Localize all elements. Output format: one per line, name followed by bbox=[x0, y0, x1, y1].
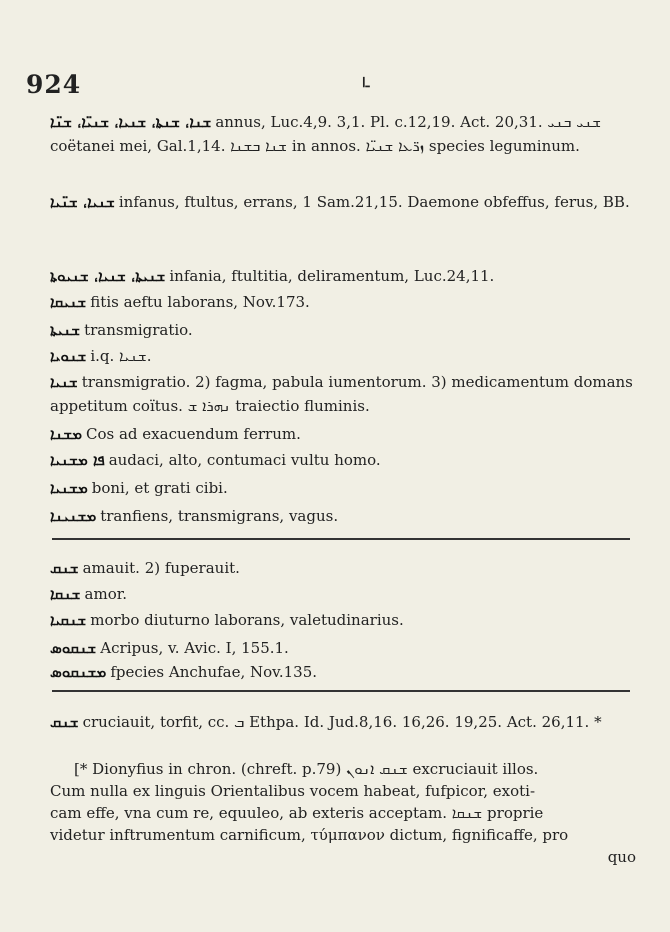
definition-text: transmigratio. bbox=[84, 321, 193, 339]
definition-text: transmigratio. 2) fagma, pabula iumentorum. 3) medicamentum domans appetitum coïtus. ܢܗܪܐ ܫ traiectio fluminis. bbox=[50, 373, 633, 415]
definition-text: amauit. 2) fuperauit. bbox=[82, 559, 240, 577]
syriac-headword: ܡܫܢܝܢܐ bbox=[50, 507, 97, 525]
definition-text: morbo diuturno laborans, valetudinarius. bbox=[90, 611, 404, 629]
syriac-headword: ܫܢܩ bbox=[50, 713, 79, 731]
definition-text: i.q. ܫܢܝܐ. bbox=[90, 347, 152, 365]
definition-text: amor. bbox=[84, 585, 128, 603]
dictionary-entry bbox=[50, 504, 640, 528]
definition-text: audaci, alto, contumaci vultu homo. bbox=[108, 451, 381, 469]
dictionary-entry bbox=[50, 608, 640, 632]
dictionary-entry bbox=[50, 264, 640, 288]
page-number: 924 bbox=[26, 70, 82, 99]
syriac-headword: ܫܢܝܬܐ bbox=[50, 321, 81, 339]
dictionary-entry bbox=[50, 110, 640, 158]
syriac-headword: ܫܢܝܩܐ bbox=[50, 293, 87, 311]
definition-text: Cos ad exacuendum ferrum. bbox=[86, 425, 301, 443]
dictionary-entry bbox=[50, 660, 640, 684]
syriac-headword: ܫܢܩܐ bbox=[50, 585, 81, 603]
footnote-line: videtur inftrumentum carnificum, τύμπανον dictum, fignificaffe, pro bbox=[50, 826, 569, 844]
dictionary-entry bbox=[50, 370, 640, 418]
syriac-headword: ܫܢܘܝܐ bbox=[50, 347, 87, 365]
dictionary-entry bbox=[50, 556, 640, 580]
dictionary-entry bbox=[50, 290, 640, 314]
syriac-headword: ܫܢܩܘܣ bbox=[50, 639, 97, 657]
syriac-headword: ܦܐ ܡܫܢܝܐ bbox=[50, 451, 105, 469]
header-mark: ـ‌ا bbox=[362, 76, 370, 91]
dictionary-entry bbox=[50, 448, 640, 472]
syriac-headword: ܫܢܩ bbox=[50, 559, 79, 577]
dictionary-entry bbox=[50, 190, 640, 214]
syriac-headword: ܫܢܝܬܐ، ܫܢܝܐ، ܫܢܝܘܬܐ bbox=[50, 267, 166, 285]
syriac-headword: ܫܢܐ، ܫܢܬܐ، ܫܢܝܐ، ܫܢܝ̈ܐ، ܫܢ̈ܐ bbox=[50, 113, 212, 131]
definition-text: fpecies Anchufae, Nov.135. bbox=[110, 663, 318, 681]
definition-text: infanus, ftultus, errans, 1 Sam.21,15. Daemone obfeffus, ferus, BB. bbox=[118, 193, 630, 211]
footnote-line: Cum nulla ex linguis Orientalibus vocem habeat, fufpicor, exoti- bbox=[50, 782, 536, 800]
catchword: quo bbox=[607, 848, 636, 866]
definition-text: tranfiens, transmigrans, vagus. bbox=[100, 507, 339, 525]
syriac-headword: ܡܫܢܐ bbox=[50, 425, 82, 443]
dictionary-entry bbox=[50, 582, 640, 606]
definition-text: Acripus, v. Avic. I, 155.1. bbox=[100, 639, 289, 657]
definition-text: boni, et grati cibi. bbox=[91, 479, 228, 497]
syriac-headword: ܫܢܩܝܐ bbox=[50, 611, 87, 629]
dictionary-entry bbox=[50, 710, 640, 734]
footnote bbox=[50, 758, 640, 866]
section-rule-2 bbox=[52, 690, 630, 692]
syriac-headword: ܡܫܢܝܐ bbox=[50, 479, 88, 497]
definition-text: infania, ftultitia, deliramentum, Luc.24,11. bbox=[169, 267, 495, 285]
syriac-headword: ܫܢܝܐ، ܫܢ̈ܝܐ bbox=[50, 193, 115, 211]
dictionary-entry bbox=[50, 422, 640, 446]
section-rule-1 bbox=[52, 538, 630, 540]
syriac-headword: ܫܢܝܐ bbox=[50, 373, 78, 391]
dictionary-entry bbox=[50, 476, 640, 500]
footnote-line: [* Dionyfius in chron. (chreft. p.79) ܫܢܩ ܐܢܘܢ excruciauit illos. bbox=[74, 760, 539, 778]
definition-text: annus, Luc.4,9. 3,1. Pl. c.12,19. Act. 20,31. ܫܢܝ ܒܢܝ coëtanei mei, Gal.1,14. ܫܢܐ ܒܫܢܐ in annos. ܙܪ̈ܥܐ ܫܢܝ̈ܐ species leguminum. bbox=[50, 113, 602, 155]
dictionary-entry bbox=[50, 636, 640, 660]
page-header bbox=[26, 70, 636, 104]
dictionary-entry bbox=[50, 318, 640, 342]
definition-text: cruciauit, torfit, cc. ܒ Ethpa. Id. Jud.8,16. 16,26. 19,25. Act. 26,11. * bbox=[82, 713, 602, 731]
footnote-line: cam effe, vna cum re, equuleo, ab exteris acceptam. ܫܢܩܐ proprie bbox=[50, 804, 544, 822]
dictionary-entry bbox=[50, 344, 640, 368]
definition-text: fitis aeftu laborans, Nov.173. bbox=[90, 293, 310, 311]
syriac-headword: ܡܫܢܩܘܣ bbox=[50, 663, 107, 681]
